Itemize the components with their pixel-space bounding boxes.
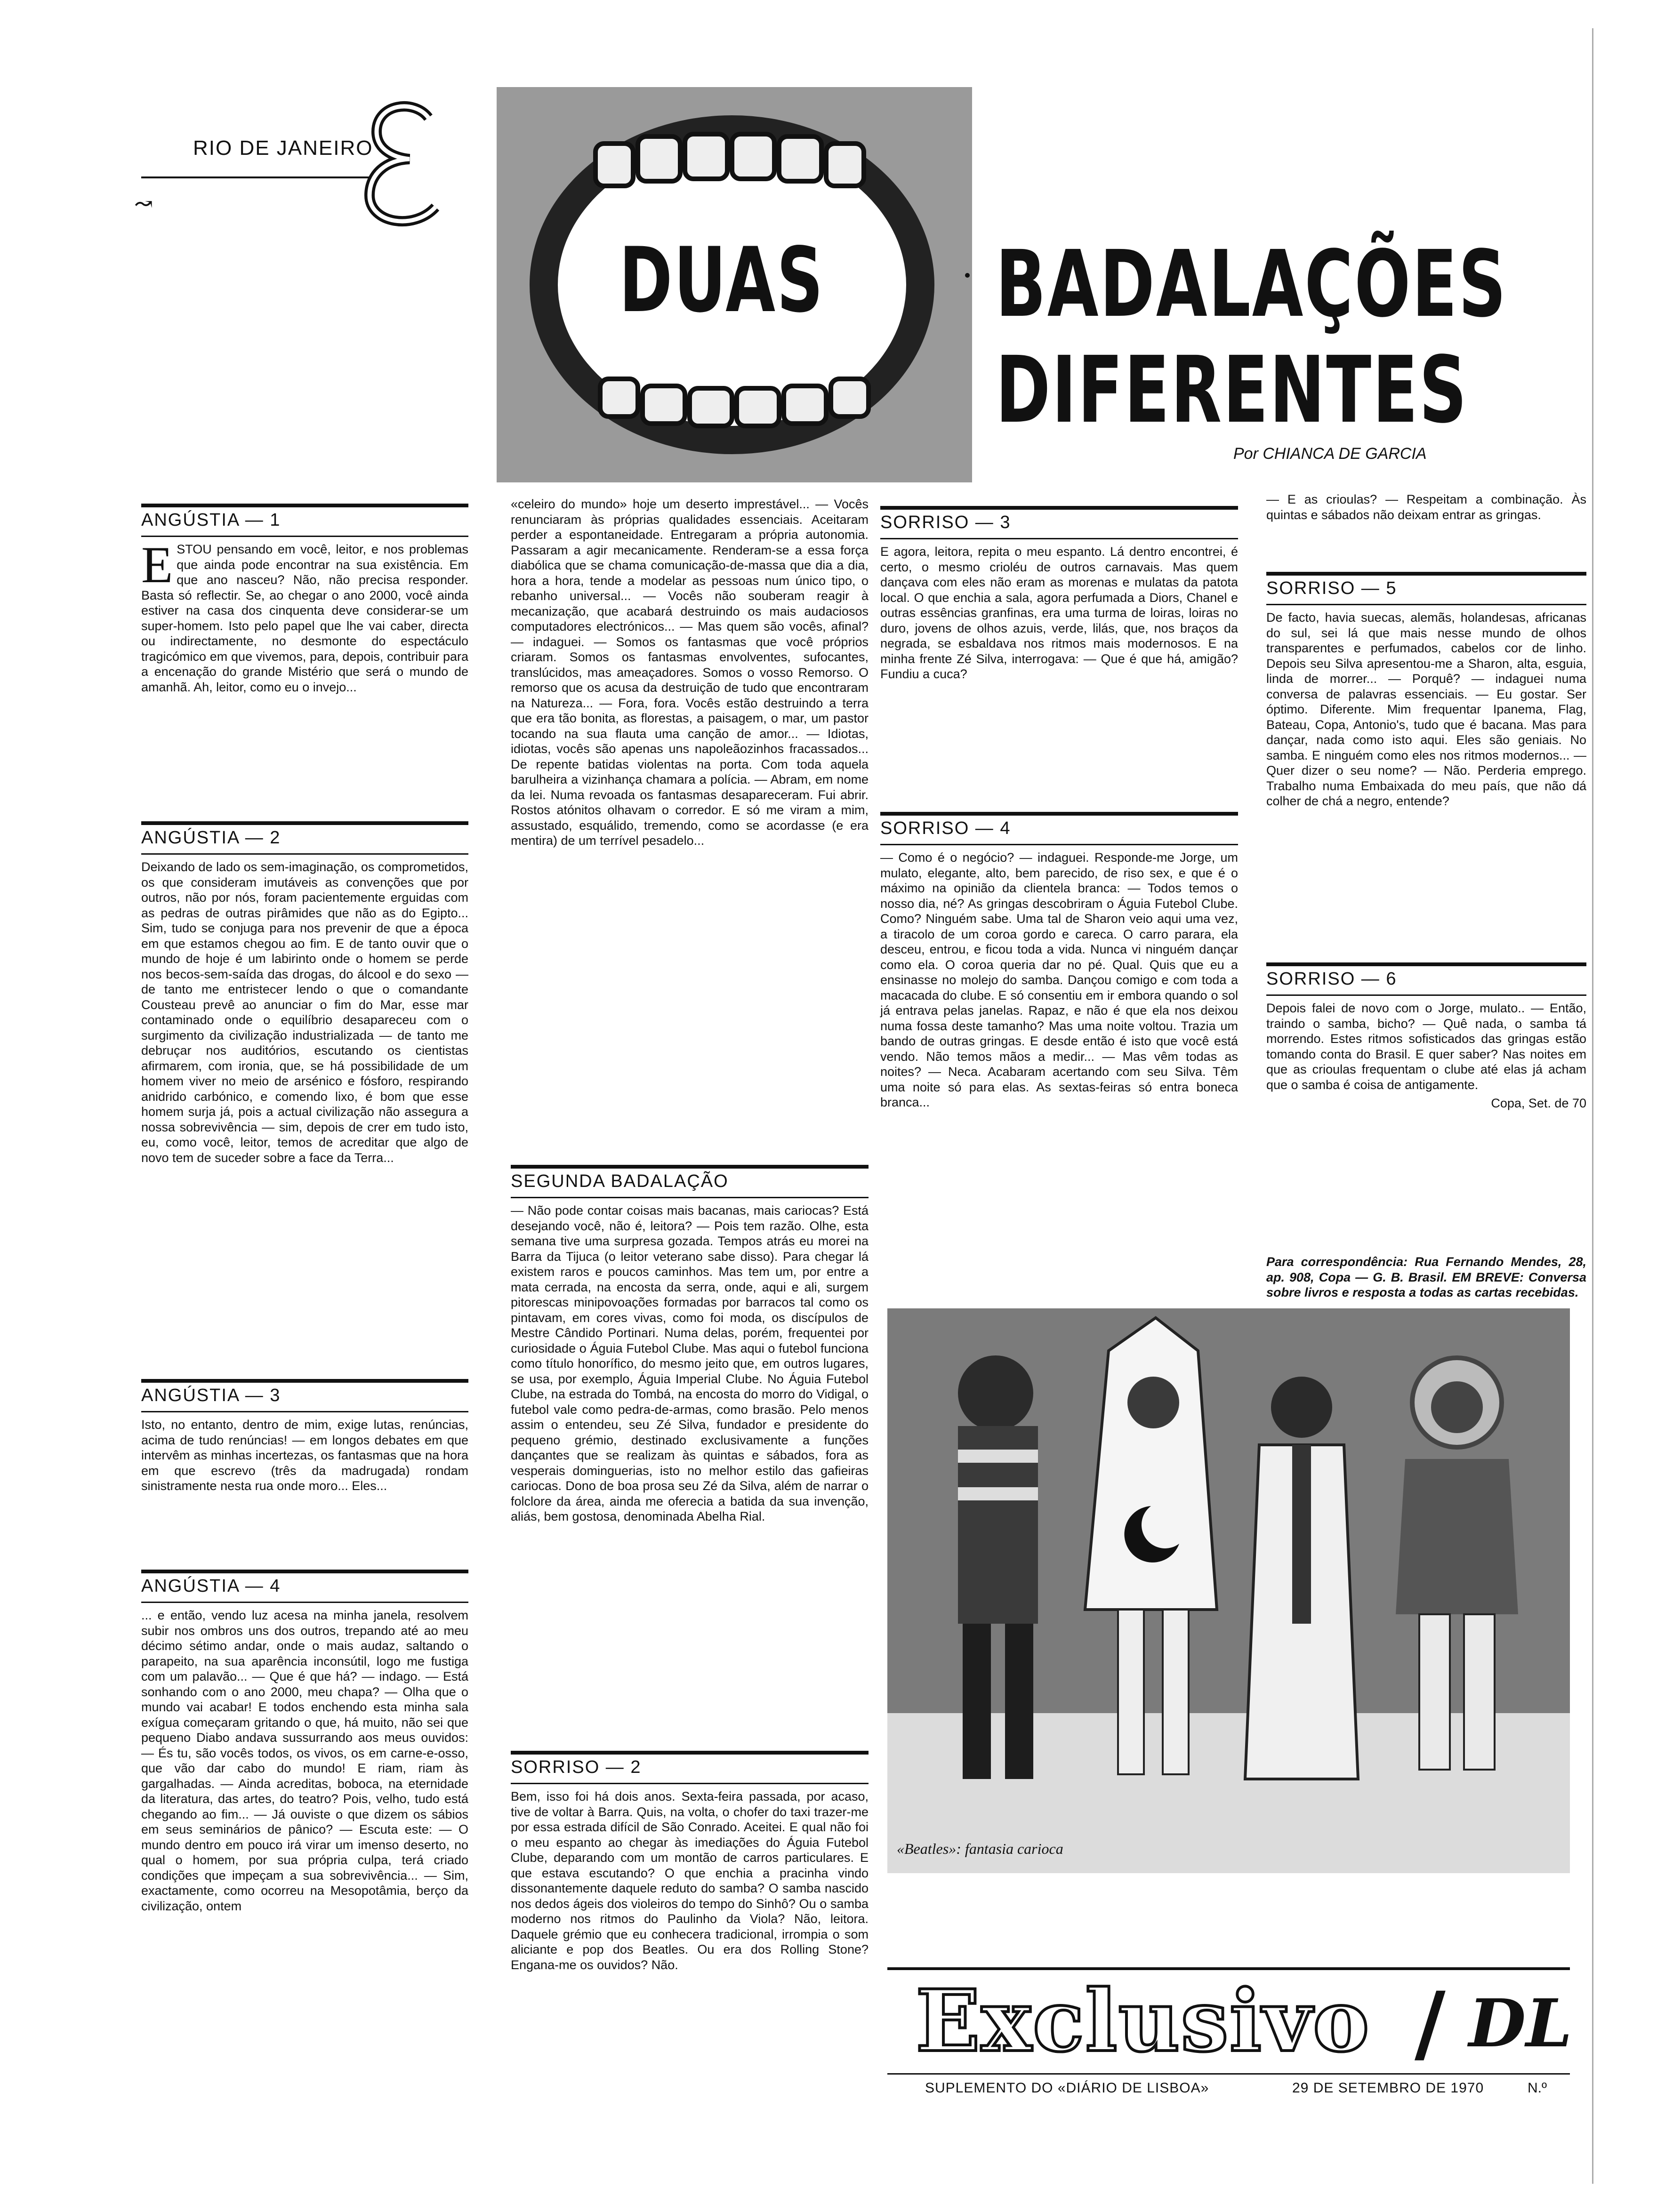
issue-date: 29 DE SETEMBRO DE 1970 <box>1292 2080 1484 2096</box>
section-title: SORRISO — 5 <box>1266 576 1586 605</box>
section-text: STOU pensando em você, leitor, e nos problemas que ainda pode encontrar na sua existência. Em que ano nasceu? Não, não precisa responder. Basta só reflectir. Se, ao chegar o ano 2000, você ainda estiver na casa dos cinquenta deve considerar-se um super-homem. Isto pelo papel que lhe vai caber, directa ou indirectamente, no desmonte do espectáculo tragicómico em que vivemos, para, depois, contribuir para a encenação do grande Mistério que será o mundo de amanhã. Ah, leitor, como eu o invejo... <box>141 542 468 694</box>
section-title: ANGÚSTIA — 3 <box>141 1383 468 1412</box>
section-angustia-4 <box>141 1570 468 1914</box>
photo-drawing <box>887 1308 1570 1873</box>
column-2-continuation: «celeiro do mundo» hoje um deserto imprestável... — Vocês renunciaram às próprias qualidades essenciais. Aceitaram perder a espontaneidade. Entregaram a própria autonomia. Passaram a agir mecanicamente. Renderam-se a essa força diabólica que se chama comunicação-de-massa que dia a dia, hora a hora, tende a modelar as pessoas num único tipo, o rebanho universal... — Vocês não souberam reagir à mecanização, que acabará destruindo os mais audaciosos computadores electrónicos... — Mas quem são vocês, afinal? — indaguei. — Somos os fantasmas que você próprios criaram. Somos os fantasmas envolventes, sufocantes, translúcidos, mas ameaçadores. Somos o vosso Remorso. O remorso que os acusa da destruição de tudo que encontraram na Natureza... — Fora, fora. Vocês estão destruindo a terra que era tão bonita, as florestas, a paisagem, o mar, um pastor tocando na sua flauta uma canção de amor... — Idiotas, idiotas, vocês são apenas uns napoleãozinhos fracassados... De repente batidas violentas na porta. Com toda aquela barulheira a vizinhança chamara a polícia. — Abram, em nome da lei. Numa revoada os fantasmas desapareceram. Fui abrir. Rostos atónitos olhavam o corredor. E só me viram a mim, assustado, esquálido, tremendo, como se acordasse (e era mentira) de um terrível pesadelo... <box>511 497 869 848</box>
section-text: De facto, havia suecas, alemãs, holandesas, africanas do sul, sei lá que mais nesse mundo de olhos transparentes e perfumados, cabelos cor de linho. Depois seu Silva apresentou-me a Sharon, alta, esguia, linda de morrer... — Porquê? — indaguei numa conversa de palavras essenciais. — Eu gostar. Ser óptimo. Diferente. Mim frequentar Ipanema, Flag, Bateau, Copa, Antonio's, tudo que é bacana. Mas para dançar, nada como isto aqui. Eles são geniais. No samba. E ninguém como eles nos ritmos modernos... — Quer dizer o seu nome? — Não. Perderia emprego. Trabalho numa Embaixada do meu país, que não dá colher de chá a negro, entende? <box>1266 610 1586 808</box>
section-sorriso-3 <box>880 506 1238 682</box>
supplement-label: SUPLEMENTO DO «DIÁRIO DE LISBOA» <box>925 2080 1209 2096</box>
section-title: SORRISO — 6 <box>1266 966 1586 996</box>
city-label: RIO DE JANEIRO <box>193 136 373 160</box>
mouth-illustration <box>497 87 972 482</box>
dropcap: E <box>141 536 173 593</box>
section-title: ANGÚSTIA — 4 <box>141 1573 468 1603</box>
footer-top-rule <box>887 1967 1570 1970</box>
section-angustia-1 <box>141 504 468 695</box>
section-text: — Como é o negócio? — indaguei. Responde-me Jorge, um mulato, elegante, alto, bem parecido, de riso sex, e que é o máximo na opinião da clientela branca: — Todos temos o nosso dia, né? As gringas descobriram o Águia Futebol Clube. Como? Ninguém sabe. Uma tal de Sharon veio aqui uma vez, a tiracolo de um coroa gordo e careca. O carro parara, ela desceu, entrou, e ficou toda a vida. Nunca vi ninguém dançar como ela. O coroa queria dar no pé. Qual. Quis que eu a ensinasse no molejo do samba. Dançou comigo e com toda a macacada do clube. E só consentiu em ir embora quando o sol já entrava pelas janelas. Rapaz, e não é que ela nos deixou numa fossa deste tamanho? Mas uma noite voltou. Trazia um bando de outras gringas. E desde então é isto que você está vendo. Não temos mãos a medir... — Mas vêm todas as noites? — Neca. Acabaram acertando com seu Silva. Têm uma noite só para elas. As sextas-feiras só entra boneca branca... <box>880 850 1238 1109</box>
section-title: SEGUNDA BADALAÇÃO <box>511 1169 869 1198</box>
section-segunda-badalacao <box>511 1165 869 1524</box>
city-underline <box>141 176 377 178</box>
section-text: E agora, leitora, repita o meu espanto. Lá dentro encontrei, é certo, o mesmo crioléu de outros carnavais. Mas quem dançava com eles não eram as morenas e mulatas da patota local. O que enchia a sala, agora perfumada a Diors, Chanel e outras essências granfinas, era uma turma de loiras, loiras no duro, jovens de olhos azuis, verde, lilás, que, nos braços da negrada, se esbaldava nos ritmos mais modernosos. E na minha frente Zé Silva, interrogava: — Que é que há, amigão? Fundiu a cuca? <box>880 545 1238 681</box>
section-text: Bem, isso foi há dois anos. Sexta-feira passada, por acaso, tive de voltar à Barra. Quis, na volta, o chofer do taxi trazer-me por essa estrada difícil de São Conrado. Aceitei. E qual não foi o meu espanto ao chegar às imediações do Águia Futebol Clube, deparando com um montão de carros particulares. E que estava escutando? O que enchia a pracinha vindo dissonantemente daquele reduto do samba? O samba nascido nos dedos ágeis dos violeiros do tempo do Sinhô? Ou o samba moderno nos ritmos do Paulinho da Viola? Não, leitora. Daquele grémio que eu conhecera tradicional, irrompia o som aliciante e pop dos Beatles. Ou era dos Rolling Stone? Engana-me os ouvidos? Não. <box>511 1789 869 1972</box>
section-sorriso-4 <box>880 812 1238 1110</box>
column-4-continuation: — E as crioulas? — Respeitam a combinação. Às quintas e sábados não deixam entrar as gringas. <box>1266 492 1586 522</box>
photo-caption: «Beatles»: fantasia carioca <box>897 1840 1063 1857</box>
section-title: ANGÚSTIA — 2 <box>141 825 468 855</box>
section-text: Depois falei de novo com o Jorge, mulato.. — Então, traindo o samba, bicho? — Quê nada, o samba tá morrendo. Estes ritmos sofisticados das gringas estão tomando conta do Brasil. E quer saber? Nas noites em que as crioulas frequentam o clube até elas já acham que o samba é coisa de antigamente. <box>1266 1001 1586 1092</box>
section-title: SORRISO — 4 <box>880 816 1238 845</box>
issue-number: N.º <box>1528 2080 1547 2096</box>
headline-badalacoes: BADALAÇÕES <box>996 231 1508 337</box>
section-sorriso-2 <box>511 1751 869 1972</box>
footer-bottom-rule <box>887 2073 1570 2075</box>
section-text: Isto, no entanto, dentro de mim, exige lutas, renúncias, acima de tudo renúncias! — em longos debates em que intervêm as minhas incertezas, os fantasmas que na hora em que escrevo (três da madrugada) rondam sinistramente nesta rua onde moro... Eles... <box>141 1418 468 1493</box>
section-text: Deixando de lado os sem-imaginação, os comprometidos, os que consideram imutáveis as convenções que por outros, não por nós, foram pacientemente erguidas com as pedras de outras pirâmides que não as do Egipto... Sim, tudo se conjuga para nos prevenir de que a época em que estamos chegou ao fim. E de tanto ouvir que o mundo de hoje é um labirinto onde o homem se perde nos becos-sem-saída das drogas, do álcool e do sexo — de tanto me entristecer lendo o que o comandante Cousteau prevê ao anunciar o fim do Mar, esse mar contaminado onde o equilíbrio desapareceu com o surgimento da civilização industrializada — de tanto me debruçar nos auditórios, escutando os cientistas afirmarem, com ironia, que, se há possibilidade de um homem viver no meio de arsénico e fósforo, respirando anidrido carbónico, e comendo lixo, é bom que esse homem surja já, pois a actual civilização não assegura a nossa sobrevivência — sim, depois de crer em tudo isto, eu, como você, leitor, temos de acreditar que algo de novo tem de suceder sobre a face da Terra... <box>141 860 468 1165</box>
correspondence-note: Para correspondência: Rua Fernando Mendes, 28, ap. 908, Copa — G. B. Brasil. EM BREVE: Conversa sobre livros e resposta a todas as cartas recebidas. <box>1266 1255 1586 1299</box>
beatles-photo <box>887 1308 1570 1873</box>
section-body <box>141 537 468 695</box>
section-text: ... e então, vendo luz acesa na minha janela, resolvem subir nos ombros uns dos outros, trepando até ao meu décimo sétimo andar, onde o mais audaz, saltando o parapeito, na sua aparência inconsútil, logo me fustiga com um palavão... — Que é que há? — indago. — Está sonhando com o ano 2000, meu chapa? — Olha que o mundo vai acabar! E todos enchendo esta minha sala exígua começaram gritando o que, há muito, não sei que pequeno Diabo andava sussurrando aos meus ouvidos: — És tu, são vocês todos, os vivos, os em carne-e-osso, que vão dar cabo do mundo! E riam, riam às gargalhadas. — Ainda acreditas, boboca, na eternidade da literatura, das artes, do teatro? Pois, velho, tudo está chegando ao fim... — Já ouviste o que dizem os sábios em seus seminários de pânico? — Escuta este: — O mundo dentro em pouco irá virar um imenso deserto, no qual o homem, por sua própria culpa, terá criado condições que impeçam a sua sobrevivência... — Sim, exactamente, como ocorreu na Mesopotâmia, berço da civilização, ontem <box>141 1608 468 1913</box>
section-title: SORRISO — 2 <box>511 1755 869 1784</box>
section-sorriso-5 <box>1266 572 1586 809</box>
section-angustia-3 <box>141 1379 468 1494</box>
signoff: Copa, Set. de 70 <box>1491 1096 1586 1110</box>
section-angustia-2 <box>141 821 468 1165</box>
margin-line <box>1592 28 1593 2184</box>
headline-dot <box>965 273 970 278</box>
flourish-icon: ↝ <box>134 191 153 217</box>
dl-logo: DL <box>1469 1985 1572 2062</box>
headline-diferentes: DIFERENTES <box>996 337 1468 443</box>
section-title: ANGÚSTIA — 1 <box>141 507 468 537</box>
section-sorriso-6 <box>1266 962 1586 1111</box>
section-title: SORRISO — 3 <box>880 510 1238 539</box>
exclusivo-logo: Exclusivo <box>916 1972 1370 2071</box>
e-logo-icon <box>358 99 447 231</box>
section-text: — Não pode contar coisas mais bacanas, mais cariocas? Está desejando você, não é, leitora? — Pois tem razão. Olhe, esta semana tive uma surpresa gozada. Tempos atrás eu morei na Barra da Tijuca (o leitor veterano sabe disso). Para chegar lá existem raros e poucos caminhos. Mas tem um, por entre a mata cerrada, na encosta da serra, onde, aqui e ali, surgem pitorescas minipovoações formadas por barracos tal como os pintavam, em cores vivas, como foi moda, os discípulos de Mestre Cândido Portinari. Numa delas, porém, frequentei por curiosidade o Águia Futebol Clube. Mas aqui o futebol funciona como título honorífico, do mesmo jeito que, em outros lugares, se usa, por exemplo, Águia Imperial Clube. No Águia Futebol Clube, na estrada do Tombá, na encosta do morro do Vidigal, o futebol vale como pedra-de-armas, como brasão. Pelo menos assim o entendeu, seu Zé Silva, fundador e presidente do pequeno grémio, destinado exclusivamente a funções dançantes que se realizam às quintas e sábados, fora as vesperais dominguerias, isto no melhor estilo das gafieiras cariocas. Dono de boa prosa seu Zé da Silva, além de narrar o folclore da área, ainda me oferecia a batida da sua invenção, aliás, bem gostosa, denominada Abelha Rial. <box>511 1203 869 1523</box>
logo-slash: / <box>1415 1974 1446 2073</box>
headline-duas: DUAS <box>619 228 825 332</box>
byline: Por CHIANCA DE GARCIA <box>1233 445 1427 463</box>
